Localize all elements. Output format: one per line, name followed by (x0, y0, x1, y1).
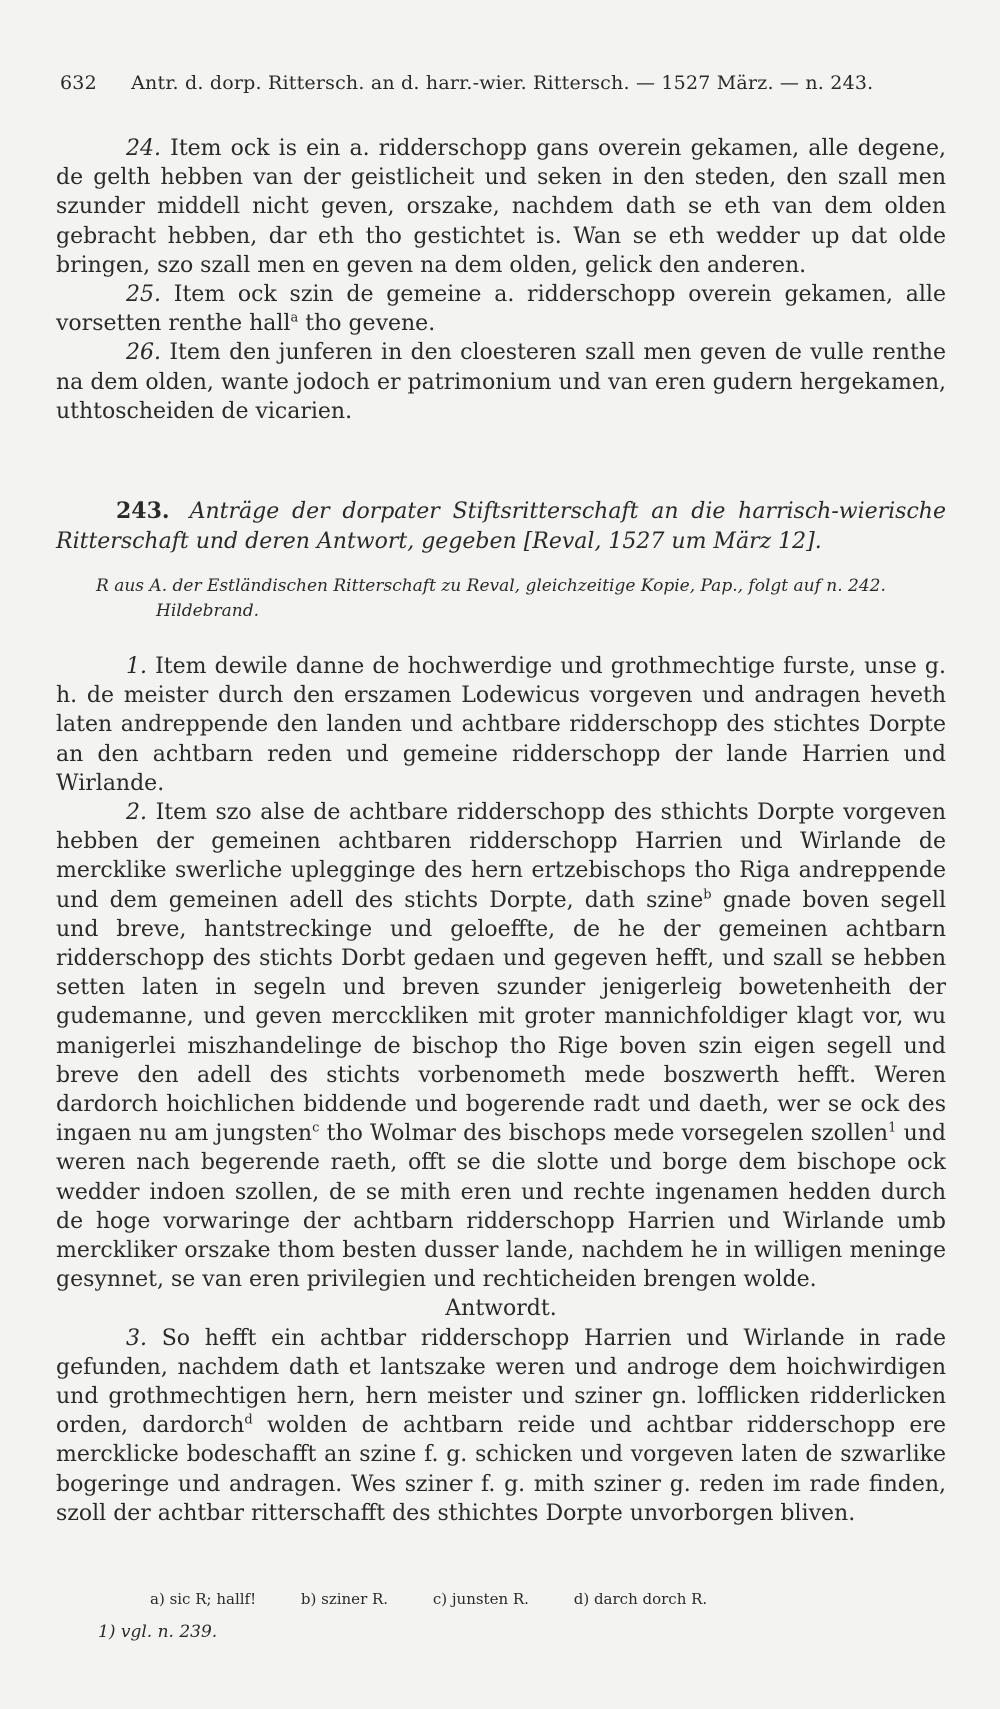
item-24: 24. Item ock is ein a. ridderschopp gans overein gekamen, alle degene, de gelth hebben van der geistlicheit und seken in den steden, den szall men szunder middell nicht geven, orszake, nachdem dath se eth van dem olden gebracht hebben, dar eth tho gestichtet is. Wan se eth wedder up dat olde bringen, szo szall men en geven na dem olden, gelick den anderen. (56, 136, 946, 278)
item-2: 2. Item szo alse de achtbare ridderschopp des sthichts Dorpte vorgeven hebben der gemeinen achtbaren ridderschopp Harrien und Wirlande de mercklike swerliche uplegginge des hern ertzebischops tho Riga andreppende und dem gemeinen adell des stichts Dorpte, dath szine$^b$ gnade boven segell und breve, hantstreckinge und geloeffte, de he der gemeinen achtbarn ridderschopp des stichts Dorbt gedaen und gegeven hefft, und szall se hebben setten laten in segeln und breven szunder jenigerleig bowetenheith der gudemanne, und geven mercckliken mit groter mannichfoldiger klagt vor, wu manigerlei miszhandelinge de bischop tho Rige boven szin eigen segell und breve den adell des stichts vorbenometh mede boszwerth hefft. Weren dardorch hoichlichen biddende und bogerende radt und daeth, wer se ock des ingaen nu am jungsten$^c$ tho Wolmar des bischops mede vorsegelen szollen$^1$ und weren nach begerende raeth, offt se die slotte und borge dem bischope ock wedder indoen szollen, de se mith eren und rechte ingenamen hedden durch de hoge vorwaringe der achtbarn ridderschopp Harrien und Wirlande umb merckliker orszake thom besten dusser lande, nachdem he in willigen meninge gesynnet, se van eren privilegien und rechticheiden brengen wolde. (56, 800, 946, 1293)
source-note: R aus A. der Estländischen Ritterschaft zu Reval, gleichzeitige Kopie, Pap., folgt auf n. 242. Hildebrand. (96, 576, 886, 621)
footnote-ref-a: a (290, 310, 299, 326)
running-title: Antr. d. dorp. Rittersch. an d. harr.-wier. Rittersch. — 1527 März. — n. 243. (131, 72, 874, 94)
footnote-1: 1) vgl. n. 239. (98, 1622, 218, 1642)
footnote-a: a) sic R; hallf! (150, 1590, 257, 1608)
footnote-ref-c: c (312, 1120, 320, 1136)
footnote-d: d) darch dorch R. (573, 1590, 708, 1608)
running-header (60, 72, 873, 94)
footnote-c: c) junsten R. (432, 1590, 529, 1608)
answer-heading: Antwordt. (445, 1296, 557, 1322)
item-1: 1. Item dewile danne de hochwerdige und grothmechtige furste, unse g. h. de meister durch den erszamen Lodewicus vorgeven und andragen heveth laten andreppende den landen und achtbare ridderschopp des stichtes Dorpte an den achtbarn reden und gemeine ridderschopp der lande Harrien und Wirlande. (56, 654, 946, 796)
item-26: 26. Item den junferen in den cloesteren szall men geven de vulle renthe na dem olden, wante jodoch er patrimonium und van eren gudern hergekamen, uthtoscheiden de vicarien. (56, 340, 946, 424)
footnote-b: b) sziner R. (300, 1590, 389, 1608)
document-number: 243. (116, 498, 170, 524)
footnote-ref-d: d (244, 1412, 253, 1428)
page-number: 632 (60, 72, 97, 94)
item-3: 3. So hefft ein achtbar ridderschopp Harrien und Wirlande in rade gefunden, nachdem dath et lantszake weren und androge dem hoichwirdigen und grothmechtigen hern, hern meister und sziner gn. lofflicken ridderlicken orden, dardorch$^d$ wolden de achtbarn reide und achtbar ridderschopp ere mercklicke bodeschafft an szine f. g. schicken und vorgeven laten de szwarlike bogeringe und andragen. Wes sziner f. g. mith sziner g. reden im rade finden, szoll der achtbar ritterschafft des sthichtes Dorpte unvorborgen bliven. (56, 1325, 947, 1526)
item-25: 25. Item ock szin de gemeine a. ridderschopp overein gekamen, alle vorsetten renthe hall$^a$ tho gevene. (56, 282, 946, 337)
document-title: Anträge der dorpater Stiftsritterschaft an die harrisch-wierische Ritterschaft und deren Antwort, gegeben [Reval, 1527 um März 12]. (56, 499, 946, 554)
document-heading (56, 496, 946, 557)
document-items (56, 652, 946, 1528)
footnote-ref-b: b (703, 887, 712, 903)
text-footnotes (150, 1590, 747, 1608)
previous-items (56, 134, 946, 426)
footnote-ref-1: 1 (888, 1120, 897, 1136)
